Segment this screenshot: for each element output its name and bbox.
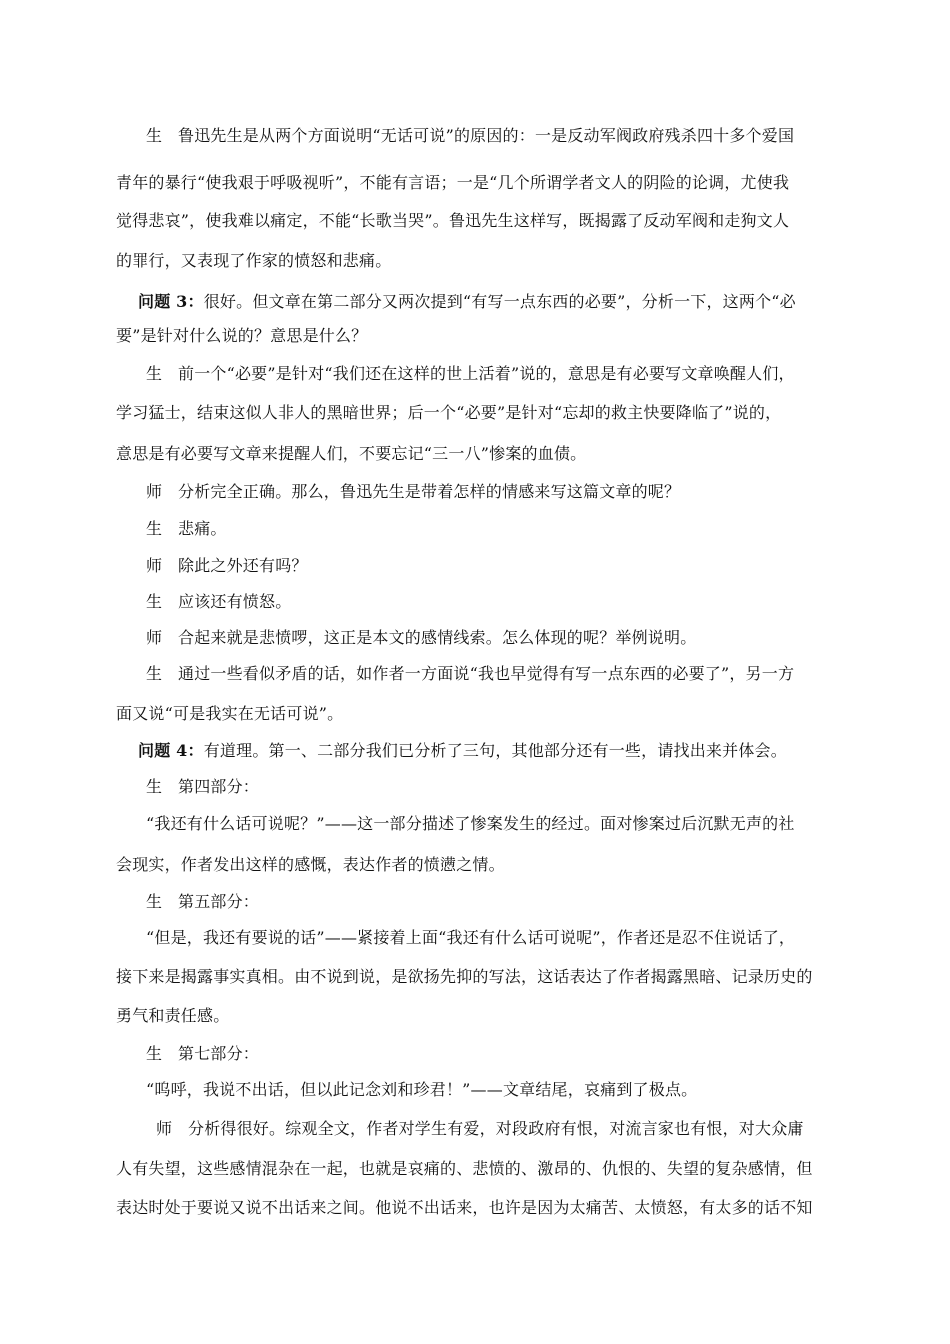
paragraph-line (146, 775, 880, 799)
paragraph-line: 表达时处于要说又说不出话来之间。他说不出话来，也许是因为太痛苦、太愤怒，有太多的话不知 (116, 1198, 813, 1217)
speaker-label: 生 (146, 892, 163, 911)
speaker-label: 生 (146, 126, 163, 145)
line-text: 应该还有愤怒。 (178, 592, 292, 611)
paragraph-line: 要”是针对什么说的？意思是什么？ (116, 326, 368, 345)
line-text: 悲痛。 (178, 519, 227, 538)
paragraph-line (146, 590, 880, 614)
line-text: 通过一些看似矛盾的话，如作者一方面说“我也早觉得有写一点东西的必要了”，另一方 (178, 664, 795, 683)
speaker-label: 生 (146, 664, 163, 683)
line-text: 前一个“必要”是针对“我们还在这样的世上活着”说的，意思是有必要写文章唤醒人们， (178, 364, 795, 383)
paragraph-line: 青年的暴行“使我艰于呼吸视听”，不能有言语；一是“几个所谓学者文人的阴险的论调，尤使我 (116, 173, 790, 192)
line-text: 鲁迅先生是从两个方面说明“无话可说”的原因的：一是反动军阀政府残杀四十多个爱国 (178, 126, 795, 145)
speaker-label: 生 (146, 777, 163, 796)
speaker-label: 师 (146, 628, 163, 647)
paragraph-line (146, 626, 880, 650)
question-line (138, 290, 872, 314)
line-text: 分析完全正确。那么，鲁迅先生是带着怎样的情感来写这篇文章的呢？ (178, 482, 681, 501)
paragraph-line: “但是，我还有要说的话”——紧接着上面“我还有什么话可说呢”，作者还是忍不住说话了， (146, 928, 796, 947)
question-line (138, 739, 872, 763)
paragraph-line: 会现实，作者发出这样的感慨，表达作者的愤懑之情。 (116, 855, 505, 874)
line-text: 第四部分： (178, 777, 260, 796)
speaker-label: 生 (146, 364, 163, 383)
line-text: 分析得很好。综观全文，作者对学生有爱，对段政府有恨，对流言家也有恨，对大众庸 (188, 1119, 804, 1138)
paragraph-line: 面又说“可是我实在无话可说”。 (116, 704, 344, 723)
paragraph-line (146, 554, 880, 578)
paragraph-line (146, 124, 880, 148)
paragraph-line: 学习猛士，结束这似人非人的黑暗世界；后一个“必要”是针对“忘却的救主快要降临了”说的， (116, 403, 782, 422)
paragraph-line: “我还有什么话可说呢？”——这一部分描述了惨案发生的经过。面对惨案过后沉默无声的社 (146, 814, 795, 833)
speaker-label: 师 (146, 482, 163, 501)
line-text: 合起来就是悲愤啰，这正是本文的感情线索。怎么体现的呢？举例说明。 (178, 628, 697, 647)
line-text: 第五部分： (178, 892, 260, 911)
line-text: 有道理。第一、二部分我们已分析了三句，其他部分还有一些，请找出来并体会。 (203, 741, 787, 760)
paragraph-line (156, 1117, 890, 1141)
paragraph-line (146, 662, 880, 686)
speaker-label: 生 (146, 519, 163, 538)
question-label: 问题 4： (138, 741, 204, 760)
speaker-label: 师 (146, 556, 163, 575)
paragraph-line (146, 362, 880, 386)
paragraph-line: 接下来是揭露事实真相。由不说到说，是欲扬先抑的写法，这话表达了作者揭露黑暗、记录历史的 (116, 967, 813, 986)
line-text: 除此之外还有吗？ (178, 556, 308, 575)
paragraph-line (146, 1042, 880, 1066)
paragraph-line (146, 517, 880, 541)
paragraph-line: 勇气和责任感。 (116, 1006, 230, 1025)
paragraph-line: “呜呼，我说不出话，但以此记念刘和珍君！”——文章结尾，哀痛到了极点。 (146, 1080, 698, 1099)
paragraph-line: 觉得悲哀”，使我难以痛定，不能“长歌当哭”。鲁迅先生这样写，既揭露了反动军阀和走狗文人 (116, 211, 790, 230)
question-label: 问题 3： (138, 292, 204, 311)
line-text: 第七部分： (178, 1044, 260, 1063)
speaker-label: 师 (156, 1119, 173, 1138)
speaker-label: 生 (146, 592, 163, 611)
paragraph-line: 意思是有必要写文章来提醒人们，不要忘记“三一八”惨案的血债。 (116, 444, 587, 463)
speaker-label: 生 (146, 1044, 163, 1063)
paragraph-line: 的罪行，又表现了作家的愤怒和悲痛。 (116, 251, 392, 270)
paragraph-line (146, 480, 880, 504)
paragraph-line: 人有失望，这些感情混杂在一起，也就是哀痛的、悲愤的、激昂的、仇恨的、失望的复杂感情，但 (116, 1159, 813, 1178)
paragraph-line (146, 890, 880, 914)
line-text: 很好。但文章在第二部分又两次提到“有写一点东西的必要”，分析一下，这两个“必 (203, 292, 796, 311)
